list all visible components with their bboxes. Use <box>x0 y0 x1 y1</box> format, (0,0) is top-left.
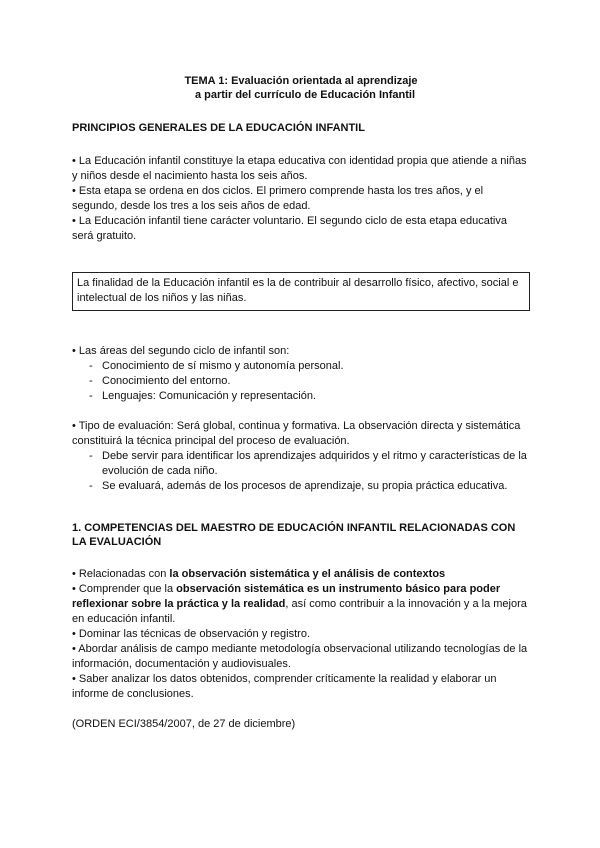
competence-item-1: • Relacionadas con la observación sistemática y el análisis de contextos <box>72 568 446 580</box>
areas-intro: • Las áreas del segundo ciclo de infantil son: <box>72 345 290 357</box>
evaluation-intro: • Tipo de evaluación: Será global, continua y formativa. La observación directa y sistemática constituirá la técnica principal del proceso de evaluación. <box>72 420 521 447</box>
competence-item-2: • Comprender que la observación sistemática es un instrumento básico para poder reflexionar sobre la práctica y la realidad, así como contribuir a la innovación y a la mejora en educación infantil. <box>72 583 527 625</box>
list-item: - Lenguajes: Comunicación y representación. <box>89 390 317 402</box>
list-item: - Conocimiento de sí mismo y autonomía personal. <box>89 360 344 372</box>
title-line-1: TEMA 1: Evaluación orientada al aprendizaje <box>184 75 418 87</box>
list-item: - Conocimiento del entorno. <box>89 375 231 387</box>
list-item: - Se evaluará, además de los procesos de aprendizaje, su propia práctica educativa. <box>89 480 508 492</box>
areas-list <box>72 359 530 404</box>
competence-item-5: • Saber analizar los datos obtenidos, comprender críticamente la realidad y elaborar un informe de conclusiones. <box>72 673 497 700</box>
legal-reference: (ORDEN ECI/3854/2007, de 27 de diciembre) <box>72 718 296 730</box>
competence-item-3: • Dominar las técnicas de observación y registro. <box>72 628 311 640</box>
document-page <box>72 74 530 732</box>
list-item: - Debe servir para identificar los aprendizajes adquiridos y el ritmo y características de la evolución de cada niño. <box>89 450 527 477</box>
principle-bullet-1: • La Educación infantil constituye la etapa educativa con identidad propia que atiende a niñas y niños desde el nacimiento hasta los seis años. <box>72 155 527 182</box>
competence-item-4: • Abordar análisis de campo mediante metodología observacional utilizando tecnologías de la información, documentación y audiovisuales. <box>72 643 528 670</box>
purpose-box: La finalidad de la Educación infantil es la de contribuir al desarrollo físico, afectivo, social e intelectual de los niños y las niñas. <box>72 272 530 311</box>
principle-bullet-2: • Esta etapa se ordena en dos ciclos. El primero comprende hasta los tres años, y el segundo, desde los tres a los seis años de edad. <box>72 185 484 212</box>
principle-bullet-3: • La Educación infantil tiene carácter voluntario. El segundo ciclo de esta etapa educativa será gratuito. <box>72 215 507 242</box>
document-title <box>72 74 530 102</box>
title-line-2: a partir del currículo de Educación Infantil <box>194 89 416 101</box>
principles-heading: PRINCIPIOS GENERALES DE LA EDUCACIÓN INFANTIL <box>72 122 365 134</box>
competences-heading: 1. COMPETENCIAS DEL MAESTRO DE EDUCACIÓN INFANTIL RELACIONADAS CON LA EVALUACIÓN <box>72 522 516 548</box>
evaluation-list <box>72 449 530 494</box>
